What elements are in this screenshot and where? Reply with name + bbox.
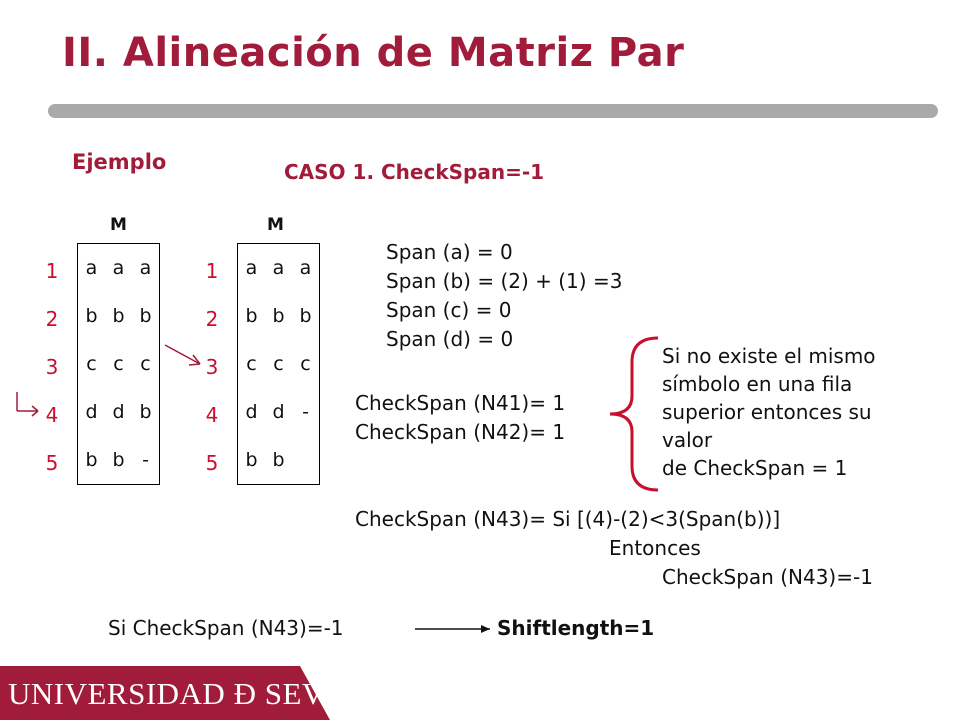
matrix-cell: a bbox=[105, 244, 132, 293]
matrix-cell: d bbox=[78, 388, 106, 436]
span-line: Span (a) = 0 bbox=[386, 240, 513, 264]
matrix-cell: c bbox=[292, 340, 320, 388]
row-number: 1 bbox=[45, 259, 59, 283]
matrix-1-label: M bbox=[110, 215, 127, 235]
matrix-cell: d bbox=[238, 388, 266, 436]
row-number: 3 bbox=[205, 355, 219, 379]
n43-result: CheckSpan (N43)=-1 bbox=[662, 565, 873, 589]
span-line: Span (d) = 0 bbox=[386, 327, 514, 351]
page-title: II. Alineación de Matriz Par bbox=[62, 30, 685, 76]
row-number: 2 bbox=[45, 307, 59, 331]
row-number: 1 bbox=[205, 259, 219, 283]
matrix-cell: - bbox=[132, 436, 160, 485]
checkspan-line: CheckSpan (N42)= 1 bbox=[355, 420, 566, 444]
note-line: valor bbox=[662, 428, 713, 452]
checkspan-line: CheckSpan (N41)= 1 bbox=[355, 391, 566, 415]
matrix-transfer-arrow bbox=[165, 345, 200, 365]
matrix-cell: a bbox=[265, 244, 292, 293]
matrix-cell: c bbox=[273, 353, 284, 375]
note-line: de CheckSpan = 1 bbox=[662, 456, 848, 480]
matrix-cell: b bbox=[238, 436, 266, 485]
matrix-cell: a bbox=[292, 244, 320, 293]
university-logo-text: UNIVERSIDAD Ð SEVILLA bbox=[8, 676, 398, 711]
matrix-cell: d bbox=[112, 401, 125, 423]
matrix-cell: c bbox=[78, 340, 106, 388]
row-4-marker-arrow bbox=[17, 392, 38, 416]
matrix-cell: b bbox=[78, 292, 106, 340]
matrix-cell: b bbox=[292, 292, 320, 340]
row-number: 5 bbox=[45, 451, 59, 475]
matrix-cell: b bbox=[78, 436, 106, 485]
row-number: 3 bbox=[45, 355, 59, 379]
matrix-cell: c bbox=[132, 340, 160, 388]
matrix-cell: b bbox=[132, 388, 160, 436]
n43-entonces: Entonces bbox=[609, 536, 701, 560]
row-number: 4 bbox=[205, 403, 219, 427]
note-line: superior entonces su bbox=[662, 400, 872, 424]
ejemplo-label: Ejemplo bbox=[72, 150, 167, 174]
n43-condition: CheckSpan (N43)= Si [(4)-(2)<3(Span(b))] bbox=[355, 507, 781, 531]
span-line: Span (b) = (2) + (1) =3 bbox=[386, 269, 623, 293]
matrix-cell: d bbox=[272, 401, 285, 423]
matrix-cell: - bbox=[292, 388, 320, 436]
conclusion-condition: Si CheckSpan (N43)=-1 bbox=[108, 616, 344, 640]
matrix-2-label: M bbox=[267, 215, 284, 235]
row-number: 5 bbox=[205, 451, 219, 475]
matrix-cell: b bbox=[112, 305, 125, 327]
matrix-cell: a bbox=[78, 244, 106, 293]
row-number: 2 bbox=[205, 307, 219, 331]
note-line: Si no existe el mismo bbox=[662, 344, 876, 368]
matrix-cell: a bbox=[132, 244, 160, 293]
row-number: 4 bbox=[45, 403, 59, 427]
conclusion-result: Shiftlength=1 bbox=[497, 616, 655, 640]
span-line: Span (c) = 0 bbox=[386, 298, 512, 322]
matrix-cell: b bbox=[272, 305, 285, 327]
matrix-cell: b bbox=[132, 292, 160, 340]
matrix-cell: a bbox=[238, 244, 266, 293]
matrix-cell: b bbox=[265, 436, 292, 485]
curly-brace bbox=[610, 338, 658, 490]
matrix-cell: c bbox=[113, 353, 124, 375]
conclusion-arrow bbox=[415, 625, 490, 633]
matrix-cell: b bbox=[238, 292, 266, 340]
caso-heading: CASO 1. CheckSpan=-1 bbox=[284, 160, 545, 184]
note-line: símbolo en una fila bbox=[662, 372, 853, 396]
matrix-cell: c bbox=[238, 340, 266, 388]
matrix-cell: b bbox=[105, 436, 132, 485]
